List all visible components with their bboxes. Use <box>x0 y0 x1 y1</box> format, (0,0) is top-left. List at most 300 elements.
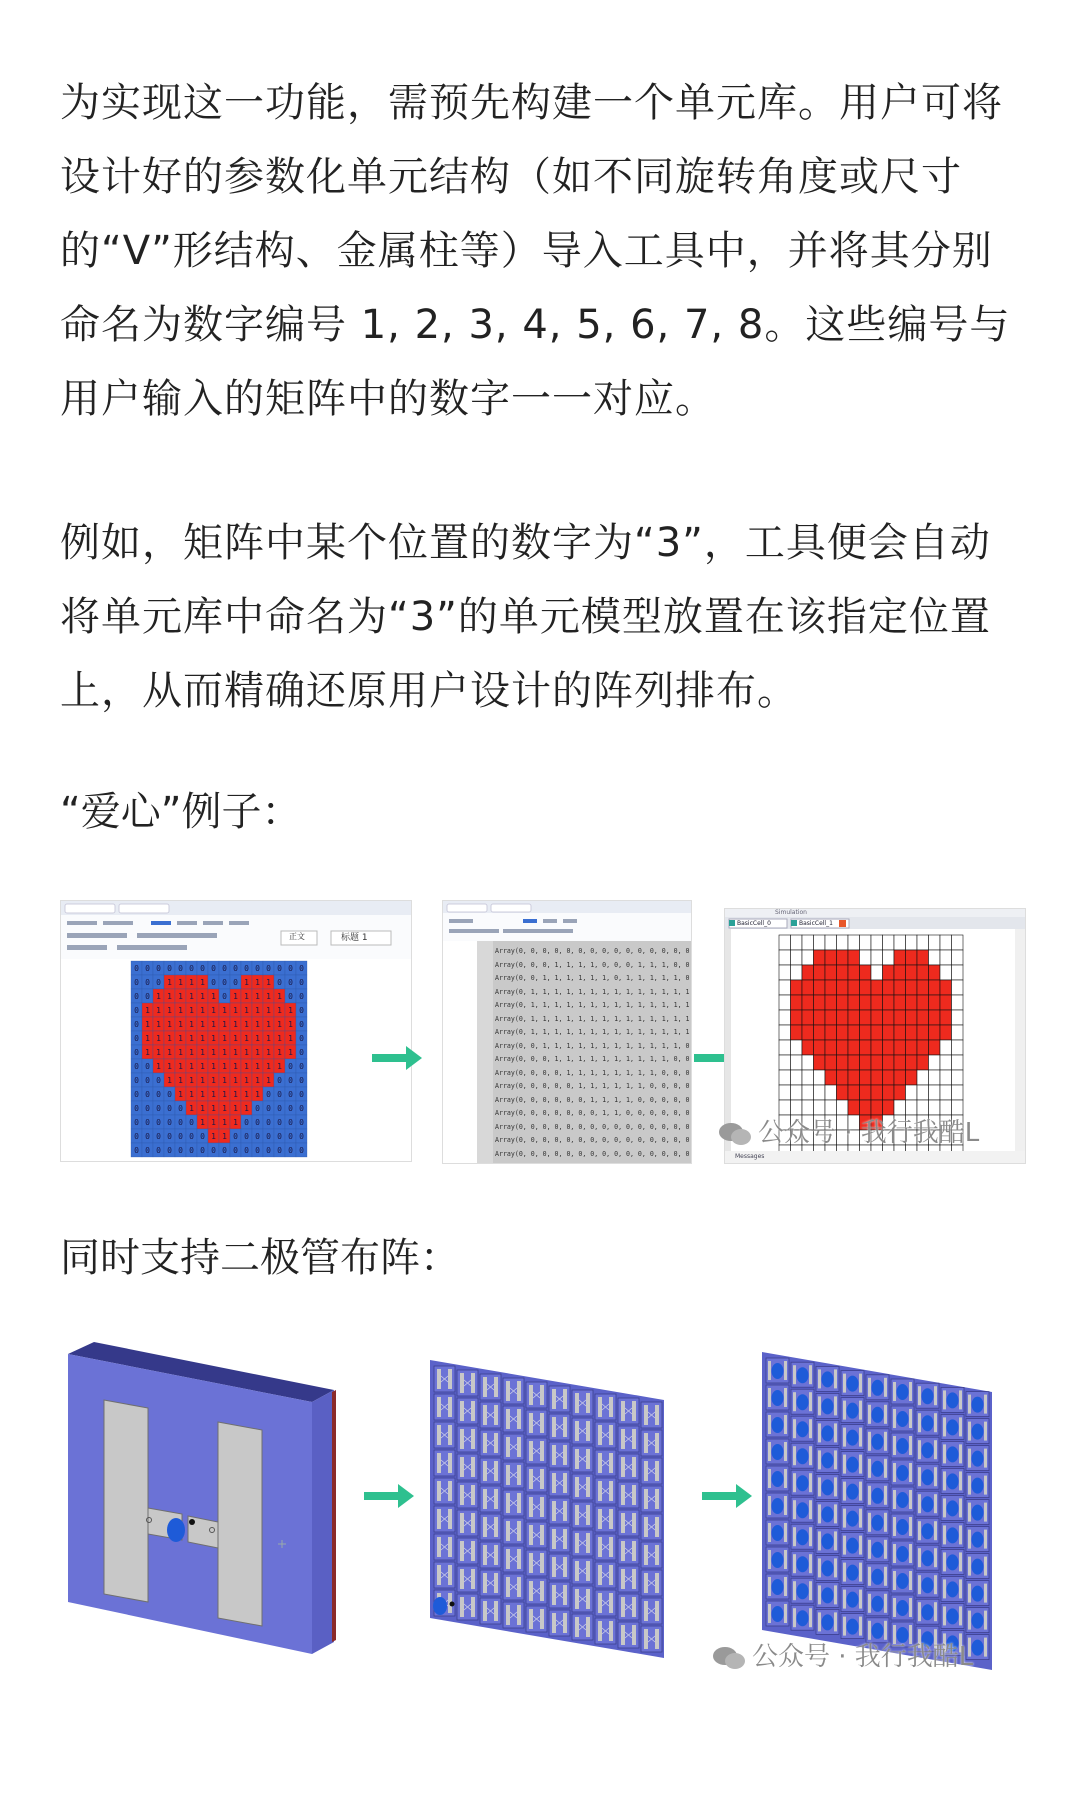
array-line: Array(0, 0, 1, 1, 1, 1, 1, 1, 0, 1, 1, 1, 1, 1, 0 <box>495 974 690 982</box>
zoom-label: 正文 <box>289 932 305 941</box>
sheet-cell-value: 0 <box>145 1062 150 1071</box>
sheet-cell-value: 1 <box>156 1048 161 1057</box>
sheet-cell-value: 0 <box>156 1104 161 1113</box>
sim-cell <box>837 1085 849 1100</box>
sim-cell <box>952 950 964 965</box>
sheet-cell-value: 0 <box>299 992 304 1001</box>
sheet-cell-value: 0 <box>134 1062 139 1071</box>
diode-icon <box>922 1415 934 1431</box>
diode-unit-cell <box>916 1518 939 1543</box>
sheet-cell-value: 0 <box>189 1146 194 1155</box>
array-line: Array(0, 0, 0, 1, 1, 1, 1, 1, 1, 1, 1, 1, 1, 0, 0 <box>495 1055 690 1063</box>
array-unit-cell <box>572 1614 593 1640</box>
diode-unit-cell <box>816 1366 839 1391</box>
diode-icon <box>772 1417 784 1433</box>
diode-unit-cell <box>816 1582 839 1607</box>
array-unit-cell <box>434 1366 455 1392</box>
sim-cell <box>779 965 791 980</box>
diode-icon <box>872 1569 884 1585</box>
array-unit-cell <box>549 1526 570 1552</box>
sim-cell <box>814 965 826 980</box>
diode-icon <box>847 1430 859 1446</box>
sim-tab-a[interactable]: BasicCell_0 <box>737 920 771 927</box>
sheet-cell-value: 1 <box>266 1048 271 1057</box>
sim-cell <box>917 1025 929 1040</box>
sim-cell <box>860 1025 872 1040</box>
sheet-cell-value: 1 <box>277 1048 282 1057</box>
diode-icon <box>922 1442 934 1458</box>
sim-cell <box>929 935 941 950</box>
diode-unit-cell <box>816 1474 839 1499</box>
diode-icon <box>897 1411 909 1427</box>
sheet-cell-value: 0 <box>255 1104 260 1113</box>
sim-cell <box>825 1040 837 1055</box>
sheet-cell-value: 1 <box>222 1090 227 1099</box>
diode-icon <box>797 1556 809 1572</box>
sheet-cell-value: 0 <box>288 1090 293 1099</box>
sim-tab-b[interactable]: BasicCell_1 <box>799 920 833 927</box>
sim-cell <box>952 1055 964 1070</box>
style-label: 标题 1 <box>341 933 368 943</box>
sim-cell <box>894 935 906 950</box>
diode-unit-cell <box>916 1410 939 1435</box>
diode-unit-cell <box>866 1591 889 1616</box>
sim-cell <box>871 1010 883 1025</box>
arrow-icon <box>364 1482 416 1510</box>
array-unit-cell <box>641 1430 662 1456</box>
diode-icon <box>872 1407 884 1423</box>
sheet-cell-value: 1 <box>167 992 172 1001</box>
sim-cell <box>871 950 883 965</box>
sheet-cell-value: 1 <box>178 1048 183 1057</box>
array-unit-cell <box>480 1514 501 1540</box>
sim-cell <box>883 980 895 995</box>
sim-cell <box>894 995 906 1010</box>
sim-cell <box>814 935 826 950</box>
sim-cell <box>837 1040 849 1055</box>
sheet-cell-value: 1 <box>233 1020 238 1029</box>
sheet-cell-value: 1 <box>156 1020 161 1029</box>
sim-cell <box>848 1055 860 1070</box>
sheet-cell-value: 1 <box>200 1104 205 1113</box>
diode-unit-cell <box>766 1439 789 1464</box>
diode-icon <box>847 1457 859 1473</box>
sim-cell <box>837 1070 849 1085</box>
array-unit-cell <box>618 1622 639 1648</box>
sheet-cell-value: 0 <box>134 1020 139 1029</box>
sheet-cell-value: 1 <box>266 1006 271 1015</box>
array-unit-cell <box>434 1506 455 1532</box>
sim-cell <box>894 1085 906 1100</box>
diode-unit-cell <box>866 1564 889 1589</box>
sheet-cell-value: 0 <box>156 1090 161 1099</box>
sim-cell <box>917 980 929 995</box>
diode-unit-cell <box>891 1406 914 1431</box>
array-unit-cell <box>457 1454 478 1480</box>
sim-cell <box>952 1010 964 1025</box>
sim-cell <box>940 965 952 980</box>
diode-icon <box>797 1367 809 1383</box>
sheet-cell-value: 0 <box>299 1132 304 1141</box>
sheet-cell-value: 1 <box>244 1090 249 1099</box>
sim-cell <box>802 1010 814 1025</box>
sheet-cell-value: 0 <box>266 1118 271 1127</box>
sheet-cell-value: 1 <box>178 978 183 987</box>
diode-icon <box>972 1586 984 1602</box>
sim-cell <box>940 1070 952 1085</box>
array-unit-cell <box>549 1610 570 1636</box>
sheet-cell-value: 0 <box>299 1020 304 1029</box>
sheet-cell-value: 0 <box>145 1104 150 1113</box>
array-unit-cell <box>572 1418 593 1444</box>
diode-unit-cell <box>941 1576 964 1601</box>
sheet-cell-value: 0 <box>266 1104 271 1113</box>
diode-icon <box>947 1527 959 1543</box>
array-unit-cell <box>572 1390 593 1416</box>
sheet-cell-value: 1 <box>255 1076 260 1085</box>
array-unit-cell <box>549 1414 570 1440</box>
sim-cell <box>952 1025 964 1040</box>
diode-unit-cell <box>766 1466 789 1491</box>
diode-icon <box>872 1380 884 1396</box>
sheet-cell-value: 0 <box>288 978 293 987</box>
sheet-cell-value: 0 <box>299 978 304 987</box>
diode-icon <box>797 1583 809 1599</box>
sim-cell <box>929 980 941 995</box>
array-line: Array(0, 0, 0, 0, 0, 0, 0, 0, 0, 0, 0, 0, 0, 0, 0 <box>495 947 690 955</box>
sheet-cell-value: 1 <box>200 1048 205 1057</box>
diode-icon <box>822 1398 834 1414</box>
sheet-cell-value: 0 <box>299 1118 304 1127</box>
sim-cell <box>848 935 860 950</box>
sheet-cell-value: 1 <box>189 1020 194 1029</box>
diode-icon <box>972 1532 984 1548</box>
sim-cell <box>860 1010 872 1025</box>
sheet-cell-value: 1 <box>178 1062 183 1071</box>
array-unit-cell <box>480 1542 501 1568</box>
sim-cell <box>952 1040 964 1055</box>
array-unit-cell <box>457 1482 478 1508</box>
sim-cell <box>779 1070 791 1085</box>
array-unit-cell <box>503 1378 524 1404</box>
diode-unit-cell <box>791 1389 814 1414</box>
array-unit-cell <box>572 1586 593 1612</box>
sim-cell <box>906 1025 918 1040</box>
diode-icon <box>847 1376 859 1392</box>
sheet-cell-value: 0 <box>167 1146 172 1155</box>
diode-icon <box>947 1419 959 1435</box>
sheet-cell-value: 0 <box>167 964 172 973</box>
sheet-cell-value: 1 <box>189 1048 194 1057</box>
sheet-cell-value: 1 <box>178 1020 183 1029</box>
diode-unit-cell <box>866 1483 889 1508</box>
diode-icon <box>797 1475 809 1491</box>
diode-array-label: 同时支持二极管布阵： <box>60 1235 460 1281</box>
diode-unit-cell <box>841 1506 864 1531</box>
sheet-cell-value: 0 <box>200 964 205 973</box>
diode-unit-cell <box>916 1572 939 1597</box>
sheet-cell-value: 0 <box>222 964 227 973</box>
diode-icon <box>922 1577 934 1593</box>
sim-cell <box>917 965 929 980</box>
array-unit-cell <box>526 1606 547 1632</box>
array-unit-cell <box>503 1434 524 1460</box>
wechat-icon <box>718 1121 752 1147</box>
sheet-cell-value: 1 <box>167 1020 172 1029</box>
array-unit-cell <box>434 1422 455 1448</box>
sheet-cell-value: 0 <box>288 1118 293 1127</box>
diode-unit-cell <box>966 1608 989 1633</box>
sim-cell <box>814 950 826 965</box>
diode-unit-cell <box>816 1555 839 1580</box>
sim-cell <box>929 1085 941 1100</box>
sheet-cell-value: 0 <box>145 978 150 987</box>
sheet-cell-value: 0 <box>255 1118 260 1127</box>
sim-cell <box>883 995 895 1010</box>
array-unit-cell <box>595 1478 616 1504</box>
sim-cell <box>814 995 826 1010</box>
sim-cell <box>940 1010 952 1025</box>
diode-icon <box>872 1542 884 1558</box>
sim-cell <box>929 995 941 1010</box>
sim-cell <box>917 950 929 965</box>
diode-unit-cell <box>891 1514 914 1539</box>
sheet-cell-value: 1 <box>156 992 161 1001</box>
sheet-cell-value: 1 <box>211 992 216 1001</box>
sim-cell <box>929 1040 941 1055</box>
sheet-cell-value: 0 <box>156 978 161 987</box>
sim-cell <box>940 980 952 995</box>
diode-unit-cell-model <box>66 1340 346 1660</box>
sheet-cell-value: 1 <box>200 1062 205 1071</box>
sheet-cell-value: 1 <box>211 1048 216 1057</box>
array-unit-cell <box>434 1562 455 1588</box>
array-unit-cell <box>457 1510 478 1536</box>
diode-unit-cell <box>866 1429 889 1454</box>
sheet-cell-value: 0 <box>178 1104 183 1113</box>
sheet-cell-value: 0 <box>277 964 282 973</box>
diode-unit-cell <box>891 1568 914 1593</box>
sheet-cell-value: 0 <box>222 978 227 987</box>
sim-cell <box>917 1055 929 1070</box>
sheet-cell-value: 0 <box>156 1076 161 1085</box>
array-unit-cell <box>641 1486 662 1512</box>
diode-icon <box>772 1363 784 1379</box>
sheet-cell-value: 1 <box>255 1090 260 1099</box>
array-unit-cell <box>641 1458 662 1484</box>
sheet-cell-value: 1 <box>189 1034 194 1043</box>
sim-cell <box>906 935 918 950</box>
sim-cell <box>894 1040 906 1055</box>
diode-unit-cell <box>941 1603 964 1628</box>
diode-icon <box>972 1424 984 1440</box>
diode-icon <box>822 1506 834 1522</box>
sim-cell <box>814 1025 826 1040</box>
diode-unit-cell <box>816 1609 839 1634</box>
sheet-cell-value: 1 <box>189 1090 194 1099</box>
sim-cell <box>791 1040 803 1055</box>
sim-cell <box>883 950 895 965</box>
diode-icon <box>822 1425 834 1441</box>
sheet-cell-value: 1 <box>277 1062 282 1071</box>
sheet-cell-value: 1 <box>244 1048 249 1057</box>
sheet-cell-value: 1 <box>200 978 205 987</box>
sheet-cell-value: 1 <box>156 1006 161 1015</box>
sim-cell <box>871 1025 883 1040</box>
sheet-cell-value: 1 <box>178 1034 183 1043</box>
diode-unit-cell <box>816 1528 839 1553</box>
sheet-cell-value: 0 <box>299 1034 304 1043</box>
sheet-cell-value: 1 <box>200 1076 205 1085</box>
sheet-cell-value: 1 <box>244 1020 249 1029</box>
diode-unit-cell <box>841 1425 864 1450</box>
sim-cell <box>940 995 952 1010</box>
diode-unit-cell <box>816 1393 839 1418</box>
sim-cell <box>871 980 883 995</box>
diode-icon <box>822 1533 834 1549</box>
sim-cell <box>860 1085 872 1100</box>
sheet-cell-value: 0 <box>178 1146 183 1155</box>
array-unit-cell <box>480 1570 501 1596</box>
array-unit-cell <box>526 1382 547 1408</box>
sheet-cell-value: 1 <box>233 1104 238 1113</box>
diode-icon <box>872 1461 884 1477</box>
diode-unit-cell <box>916 1437 939 1462</box>
sim-cell <box>906 980 918 995</box>
sheet-cell-value: 0 <box>134 1006 139 1015</box>
sheet-cell-value: 0 <box>277 1118 282 1127</box>
sim-cell <box>802 980 814 995</box>
sheet-cell-value: 0 <box>134 1090 139 1099</box>
sheet-cell-value: 1 <box>222 1020 227 1029</box>
sheet-cell-value: 1 <box>255 1062 260 1071</box>
array-unit-cell <box>618 1594 639 1620</box>
watermark <box>718 1112 979 1149</box>
diode-icon <box>822 1614 834 1630</box>
sheet-cell-value: 1 <box>277 1034 282 1043</box>
diode-unit-cell <box>841 1587 864 1612</box>
diode-unit-cell <box>941 1387 964 1412</box>
sim-cell <box>917 1010 929 1025</box>
diode-icon <box>947 1608 959 1624</box>
sheet-cell-value: 0 <box>145 964 150 973</box>
sheet-cell-value: 0 <box>299 1090 304 1099</box>
sim-cell <box>837 935 849 950</box>
sheet-cell-value: 1 <box>222 1132 227 1141</box>
diode-unit-cell <box>841 1479 864 1504</box>
array-unit-cell <box>526 1550 547 1576</box>
sheet-cell-value: 0 <box>145 1090 150 1099</box>
sim-window-title: Simulation <box>775 909 807 916</box>
diode-icon <box>847 1511 859 1527</box>
sim-cell <box>940 950 952 965</box>
array-unit-cell <box>503 1406 524 1432</box>
sim-cell <box>883 1070 895 1085</box>
sheet-cell-value: 1 <box>233 1118 238 1127</box>
array-line: Array(0, 1, 1, 1, 1, 1, 1, 1, 1, 1, 1, 1, 1, 1, 1 <box>495 1014 690 1023</box>
sim-cell <box>906 1010 918 1025</box>
sim-cell <box>837 1025 849 1040</box>
sheet-cell-value: 0 <box>134 1048 139 1057</box>
array-unit-cell <box>595 1534 616 1560</box>
diode-unit-cell <box>941 1495 964 1520</box>
sheet-cell-value: 0 <box>145 992 150 1001</box>
sheet-cell-value: 0 <box>288 1062 293 1071</box>
diode-icon <box>797 1394 809 1410</box>
sheet-cell-value: 0 <box>288 1076 293 1085</box>
sheet-cell-value: 0 <box>167 1118 172 1127</box>
sim-cell <box>860 980 872 995</box>
sheet-cell-value: 1 <box>233 1090 238 1099</box>
diode-unit-cell <box>916 1491 939 1516</box>
diode-icon <box>772 1444 784 1460</box>
sim-cell <box>791 980 803 995</box>
diode-unit-cell <box>841 1371 864 1396</box>
sheet-cell-value: 0 <box>134 1118 139 1127</box>
diode-icon <box>972 1613 984 1629</box>
sheet-cell-value: 0 <box>167 1090 172 1099</box>
sim-cell <box>952 980 964 995</box>
sheet-cell-value: 1 <box>222 1104 227 1113</box>
diode-unit-cell <box>791 1551 814 1576</box>
sheet-cell-value: 0 <box>134 1146 139 1155</box>
sim-cell <box>779 950 791 965</box>
sheet-cell-value: 0 <box>299 1048 304 1057</box>
sheet-cell-value: 0 <box>156 964 161 973</box>
diode-icon <box>797 1502 809 1518</box>
diode-icon <box>772 1606 784 1622</box>
sheet-cell-value: 0 <box>299 1076 304 1085</box>
diode-icon <box>847 1592 859 1608</box>
sim-cell <box>814 1010 826 1025</box>
sim-cell <box>802 1085 814 1100</box>
diode-unit-cell <box>766 1385 789 1410</box>
sheet-cell-value: 1 <box>277 1006 282 1015</box>
diode-unit-cell <box>966 1392 989 1417</box>
array-unit-cell <box>618 1482 639 1508</box>
sheet-cell-value: 1 <box>167 1062 172 1071</box>
sim-cell <box>929 965 941 980</box>
diode-unit-cell <box>916 1545 939 1570</box>
sim-cell <box>848 980 860 995</box>
sim-cell <box>837 995 849 1010</box>
diode-icon <box>797 1448 809 1464</box>
sim-cell <box>940 935 952 950</box>
sheet-cell-value: 0 <box>277 1090 282 1099</box>
sim-cell <box>860 1070 872 1085</box>
sheet-cell-value: 0 <box>211 1146 216 1155</box>
array-unit-cell <box>457 1594 478 1620</box>
sheet-cell-value: 0 <box>134 992 139 1001</box>
sim-cell <box>883 965 895 980</box>
sheet-cell-value: 0 <box>189 1132 194 1141</box>
diode-unit-cell <box>966 1527 989 1552</box>
sheet-cell-value: 1 <box>222 1118 227 1127</box>
diode-icon <box>772 1525 784 1541</box>
sheet-cell-value: 1 <box>288 1006 293 1015</box>
array-unit-cell <box>526 1438 547 1464</box>
array-line: Array(0, 0, 0, 0, 0, 0, 0, 1, 1, 0, 0, 0, 0, 0, 0 <box>495 1109 690 1117</box>
sheet-cell-value: 0 <box>222 1146 227 1155</box>
sheet-cell-value: 0 <box>244 964 249 973</box>
sheet-cell-value: 1 <box>211 1006 216 1015</box>
diode-icon <box>822 1479 834 1495</box>
array-unit-cell <box>526 1522 547 1548</box>
sim-cell <box>814 1070 826 1085</box>
array-unit-cell <box>618 1538 639 1564</box>
array-line: Array(0, 0, 0, 0, 0, 0, 0, 0, 0, 0, 0, 0, 0, 0, 0 <box>495 1136 690 1144</box>
sheet-cell-value: 1 <box>211 1020 216 1029</box>
